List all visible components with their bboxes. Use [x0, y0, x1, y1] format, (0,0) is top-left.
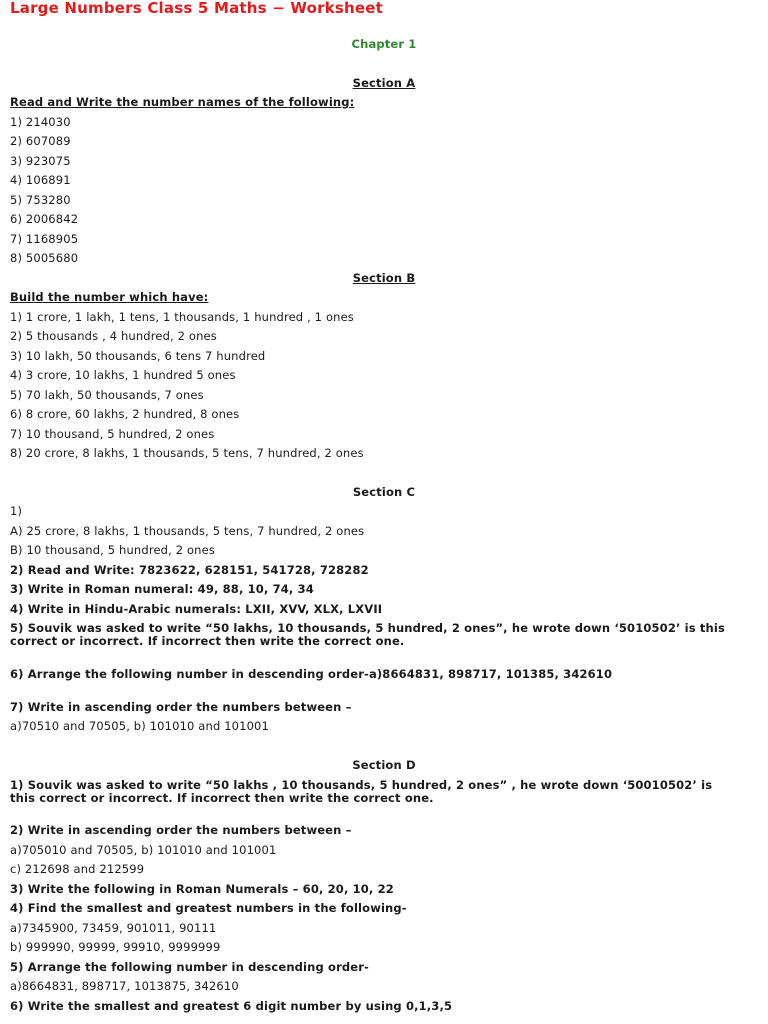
- section-d-question: 3) Write the following in Roman Numerals – 60, 20, 10, 22: [10, 882, 394, 896]
- section-b-item: 2) 5 thousands , 4 hundred, 2 ones: [10, 329, 217, 343]
- worksheet-title: Large Numbers Class 5 Maths − Worksheet: [10, 0, 383, 17]
- section-b-item: 6) 8 crore, 60 lakhs, 2 hundred, 8 ones: [10, 407, 240, 421]
- section-c-subitem: A) 25 crore, 8 lakhs, 1 thousands, 5 tens, 7 hundred, 2 ones: [10, 524, 365, 538]
- section-b-item: 1) 1 crore, 1 lakh, 1 tens, 1 thousands, 1 hundred , 1 ones: [10, 310, 354, 324]
- section-d-question: 5) Arrange the following number in descending order-: [10, 960, 369, 974]
- section-a-item: 4) 106891: [10, 173, 71, 187]
- section-a-item: 3) 923075: [10, 154, 71, 168]
- section-b-item: 4) 3 crore, 10 lakhs, 1 hundred 5 ones: [10, 368, 236, 382]
- section-d-question: 2) Write in ascending order the numbers between –: [10, 823, 352, 837]
- section-c-question: 4) Write in Hindu-Arabic numerals: LXII, XVV, XLX, LXVII: [10, 602, 383, 616]
- section-b-item: 5) 70 lakh, 50 thousands, 7 ones: [10, 388, 204, 402]
- section-a-heading: Section A: [352, 76, 416, 90]
- section-b-item: 7) 10 thousand, 5 hundred, 2 ones: [10, 427, 215, 441]
- chapter-label: Chapter 1: [351, 37, 417, 51]
- section-d-question: 4) Find the smallest and greatest numbers in the following-: [10, 901, 407, 915]
- section-a-item: 1) 214030: [10, 115, 71, 129]
- section-c-question: 1): [10, 504, 23, 518]
- section-b-item: 8) 20 crore, 8 lakhs, 1 thousands, 5 tens, 7 hundred, 2 ones: [10, 446, 364, 460]
- section-a-instruction: Read and Write the number names of the following:: [10, 95, 355, 109]
- section-b-heading: Section B: [352, 271, 416, 285]
- section-a-item: 2) 607089: [10, 134, 71, 148]
- section-b-item: 3) 10 lakh, 50 thousands, 6 tens 7 hundred: [10, 349, 266, 363]
- section-c-question: 7) Write in ascending order the numbers between –: [10, 700, 352, 714]
- section-c-heading: Section C: [352, 485, 416, 499]
- section-b-instruction: Build the number which have:: [10, 290, 209, 304]
- section-d-subitem: a)8664831, 898717, 1013875, 342610: [10, 979, 239, 993]
- section-a-item: 6) 2006842: [10, 212, 79, 226]
- section-c-question: 6) Arrange the following number in descending order-a)8664831, 898717, 101385, 342610: [10, 667, 613, 681]
- section-c-question: 2) Read and Write: 7823622, 628151, 541728, 728282: [10, 563, 369, 577]
- section-d-subitem: c) 212698 and 212599: [10, 862, 145, 876]
- section-c-subitem: B) 10 thousand, 5 hundred, 2 ones: [10, 543, 215, 557]
- section-d-subitem: a)705010 and 70505, b) 101010 and 101001: [10, 843, 277, 857]
- section-c-question: 5) Souvik was asked to write “50 lakhs, 10 thousands, 5 hundred, 2 ones”, he wrote down ‘5010502’ is this correct or incorrect. If incorrect then write the correct one.: [10, 621, 725, 648]
- section-c-question: 3) Write in Roman numeral: 49, 88, 10, 74, 34: [10, 582, 314, 596]
- section-d-question: 1) Souvik was asked to write “50 lakhs , 10 thousands, 5 hundred, 2 ones” , he wrote down ‘50010502’ is this correct or incorrect. If incorrect then write the correct one.: [10, 778, 713, 805]
- section-d-question: 6) Write the smallest and greatest 6 digit number by using 0,1,3,5: [10, 999, 453, 1013]
- section-d-subitem: b) 999990, 99999, 99910, 9999999: [10, 940, 221, 954]
- section-d-subitem: a)7345900, 73459, 901011, 90111: [10, 921, 217, 935]
- section-a-item: 7) 1168905: [10, 232, 79, 246]
- section-a-item: 5) 753280: [10, 193, 71, 207]
- section-c-subitem: a)70510 and 70505, b) 101010 and 101001: [10, 719, 269, 733]
- section-a-item: 8) 5005680: [10, 251, 79, 265]
- section-d-heading: Section D: [352, 758, 416, 772]
